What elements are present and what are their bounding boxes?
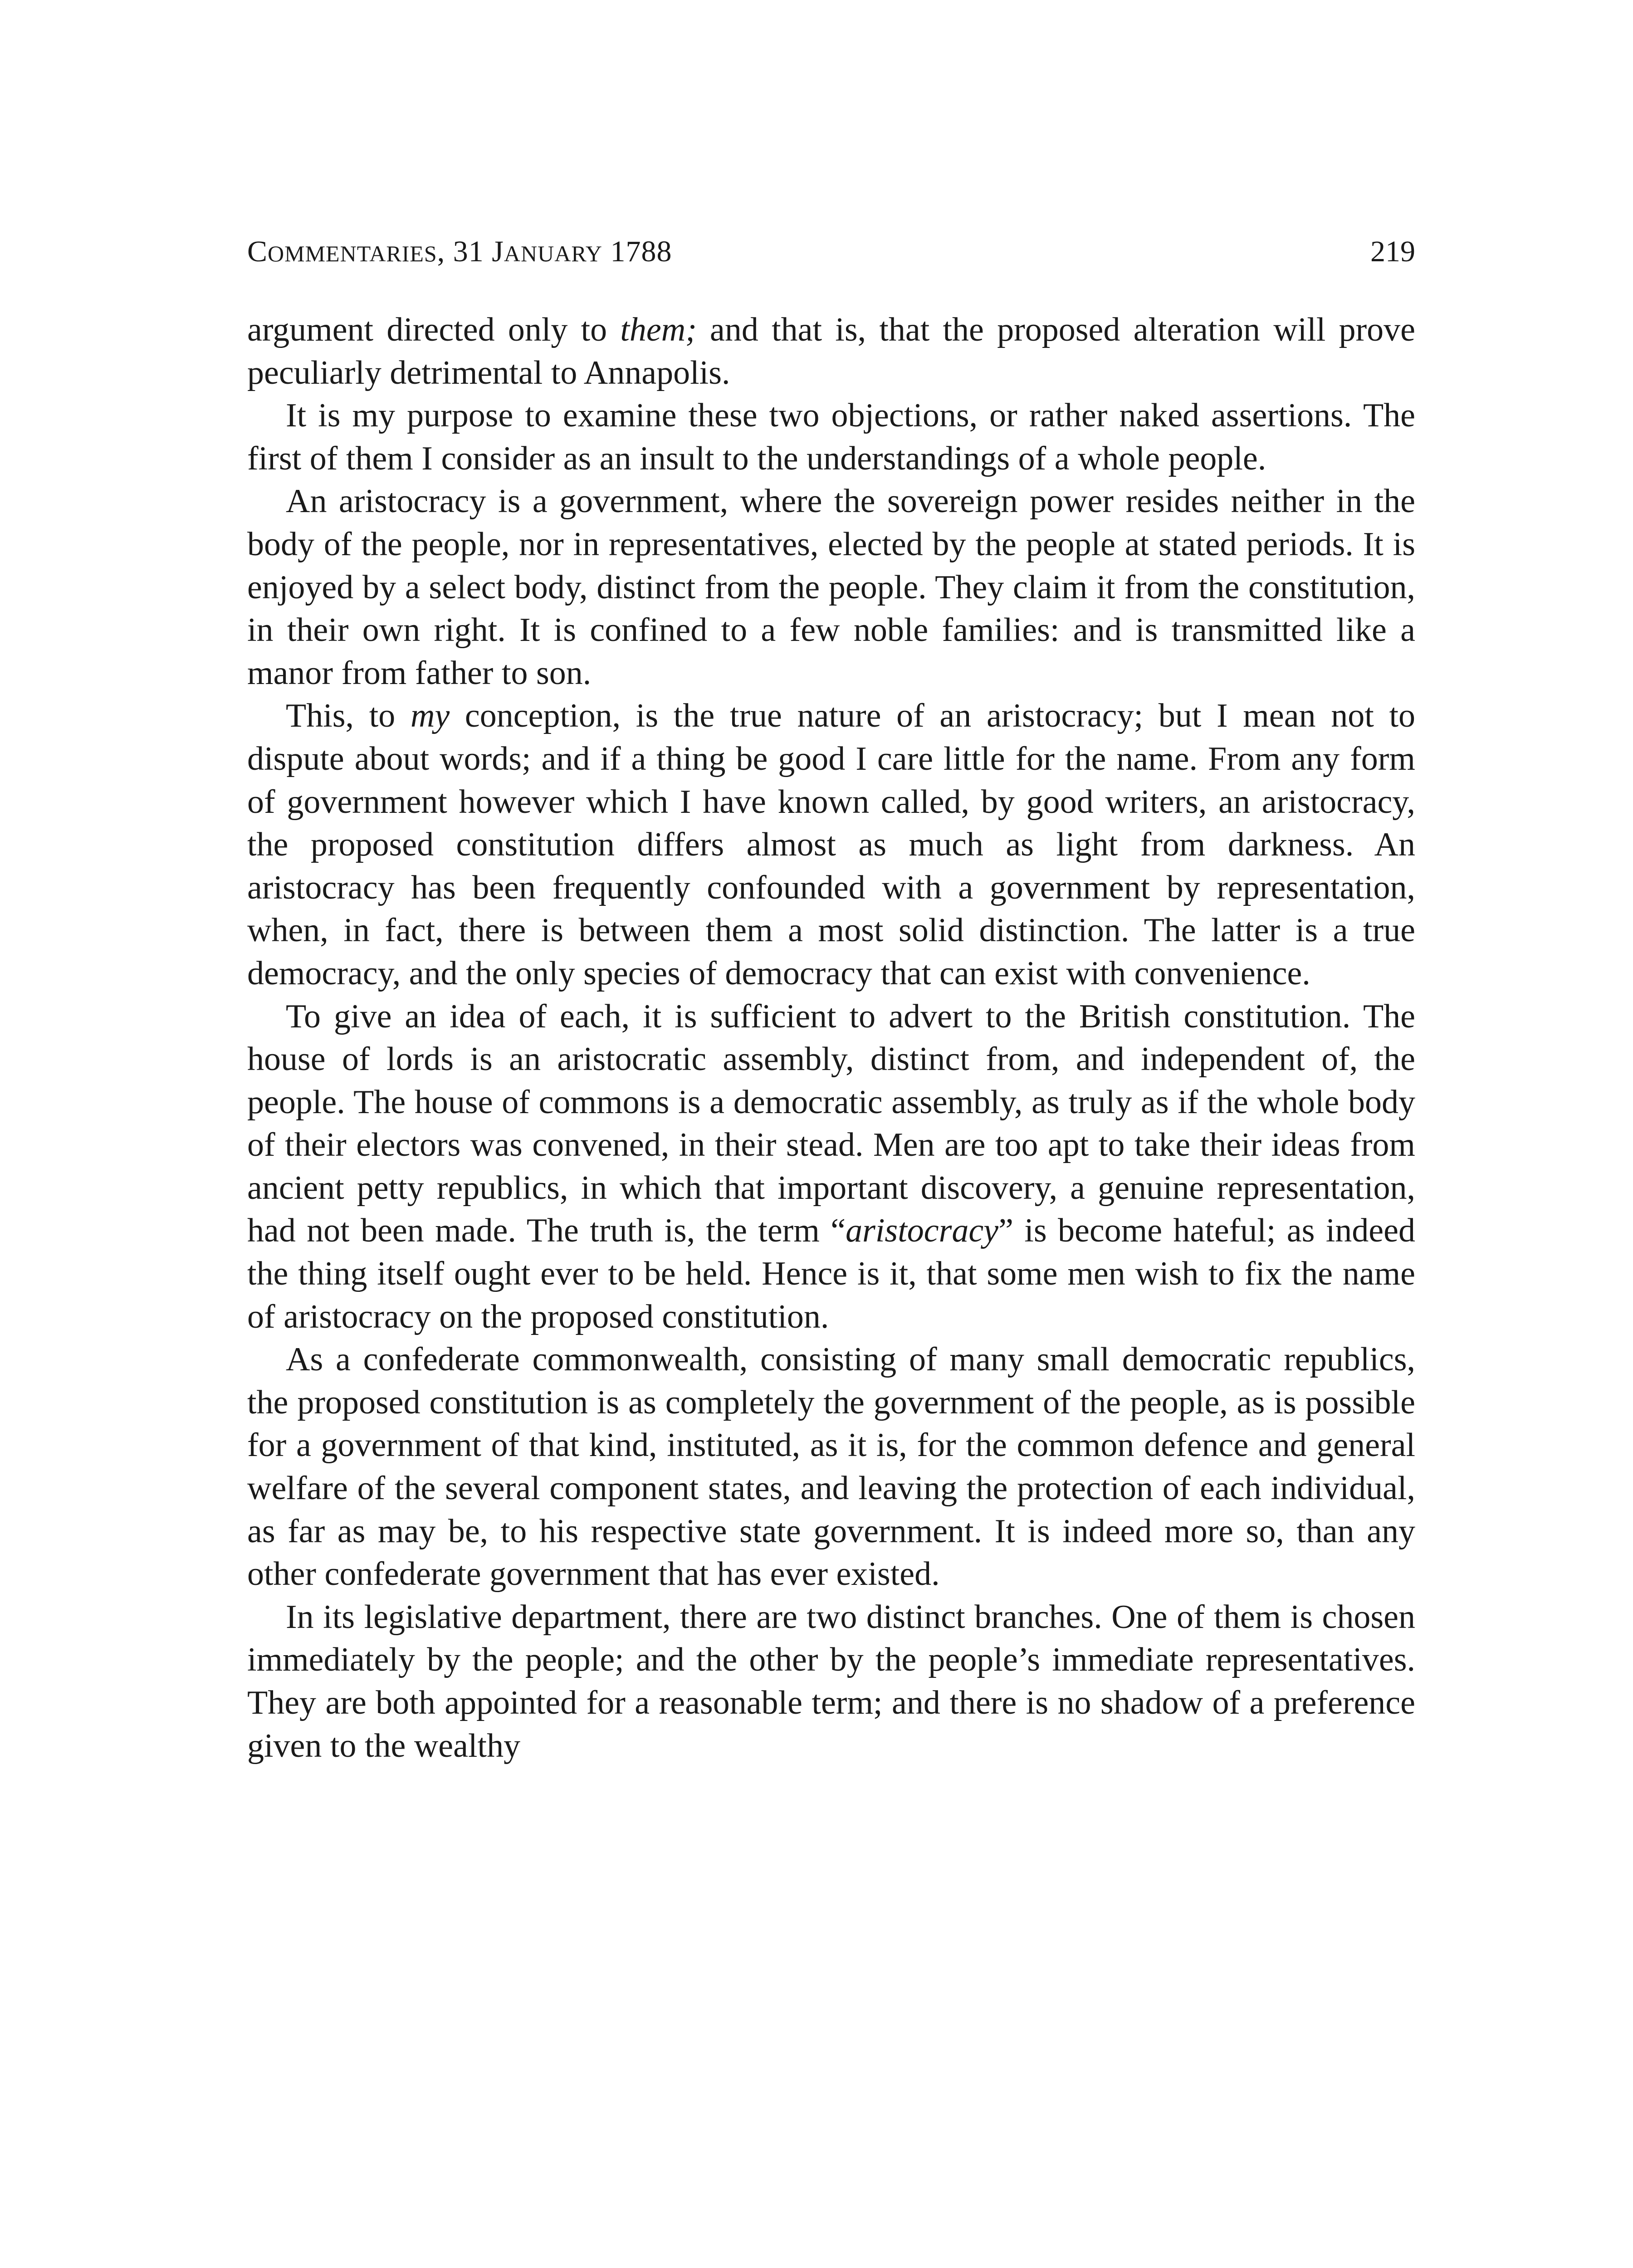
paragraph-1: argument directed only to them; and that is, that the proposed alteration will prove peculiarly detrimental to Annapolis.: [247, 311, 1416, 391]
body-text: [247, 308, 1415, 1767]
paragraph-2: It is my purpose to examine these two objections, or rather naked assertions. The first of them I consider as an insult to the understandings of a whole people.: [247, 397, 1415, 477]
paragraph-7: In its legislative department, there are two distinct branches. One of them is chosen immediately by the people; and the other by the people’s immediate representatives. They are both appointed for a reasonable term; and there is no shadow of a preference given to the wealthy: [247, 1598, 1415, 1765]
page-number: 219: [1370, 235, 1415, 268]
paragraph-4: This, to my conception, is the true nature of an aristocracy; but I mean not to dispute about words; and if a thing be good I care little for the name. From any form of government however which I have known called, by good writers, an aristocracy, the proposed constitution differs almost as much as light from darkness. An aristocracy has been frequently confounded with a government by representation, when, in fact, there is between them a most solid distinction. The latter is a true democracy, and the only species of democracy that can exist with convenience.: [247, 697, 1415, 992]
running-head: [247, 231, 1415, 272]
paragraph-6: As a confederate commonwealth, consisting of many small democratic republics, the proposed constitution is as completely the government of the people, as is possible for a government of that kind, instituted, as it is, for the common defence and general welfare of the several component states, and leaving the protection of each individual, as far as may be, to his respective state government. It is indeed more so, than any other confederate government that has ever existed.: [247, 1341, 1415, 1593]
paragraph-3: An aristocracy is a government, where the sovereign power resides neither in the body of the people, nor in representatives, elected by the people at stated periods. It is enjoyed by a select body, distinct from the people. They claim it from the constitution, in their own right. It is confined to a few noble families: and is transmitted like a manor from father to son.: [247, 483, 1415, 692]
running-head-title: COMMENTARIES, 31 JANUARY 1788: [247, 235, 672, 268]
paragraph-5: To give an idea of each, it is sufficient to advert to the British constitution. The house of lords is an aristocratic assembly, distinct from, and independent of, the people. The house of commons is a democratic assembly, as truly as if the whole body of their electors was convened, in their stead. Men are too apt to take their ideas from ancient petty republics, in which that important discovery, a genuine representation, had not been made. The truth is, the term “aristocracy” is become hateful; as indeed the thing itself ought ever to be held. Hence is it, that some men wish to fix the name of aristocracy on the proposed constitution.: [247, 997, 1415, 1335]
